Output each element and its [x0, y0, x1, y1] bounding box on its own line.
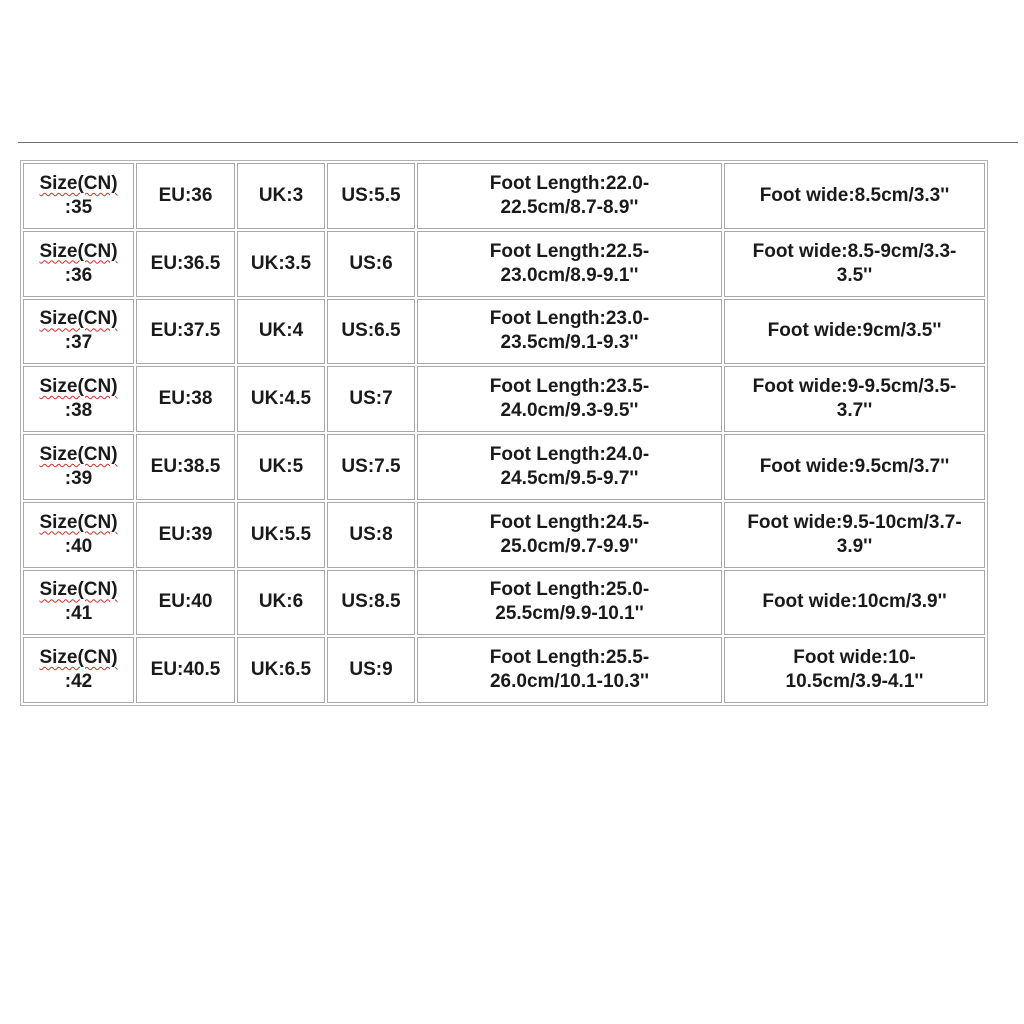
eu-size-cell: EU:40	[136, 570, 235, 636]
foot-wide-line: Foot wide:8.5cm/3.3''	[759, 184, 950, 206]
foot-wide-cell	[724, 299, 985, 365]
foot-wide-line: Foot wide:10cm/3.9''	[762, 591, 947, 613]
cn-size-label: Size(CN)	[39, 172, 118, 194]
uk-size-cell: UK:6	[237, 570, 325, 636]
foot-length-line: 22.5cm/8.7-8.9''	[500, 196, 639, 218]
foot-length-line: 26.0cm/10.1-10.3''	[489, 671, 650, 693]
cn-size-cell	[23, 231, 134, 297]
cn-size-cell	[23, 637, 134, 703]
us-size-cell: US:9	[327, 637, 415, 703]
foot-length-line: Foot Length:23.0-	[489, 308, 650, 330]
size-chart-body	[23, 163, 985, 703]
uk-size-cell: UK:4	[237, 299, 325, 365]
eu-size-cell: EU:38.5	[136, 434, 235, 500]
foot-wide-line: 3.7''	[836, 400, 873, 422]
eu-size-cell: EU:36.5	[136, 231, 235, 297]
us-size-cell: US:8	[327, 502, 415, 568]
eu-size-cell: EU:37.5	[136, 299, 235, 365]
foot-length-line: Foot Length:22.0-	[489, 172, 650, 194]
foot-wide-cell	[724, 366, 985, 432]
uk-size-cell: UK:3	[237, 163, 325, 229]
cn-size-value: :41	[64, 603, 93, 625]
foot-length-line: 23.0cm/8.9-9.1''	[500, 264, 639, 286]
foot-length-cell	[417, 163, 722, 229]
foot-wide-cell	[724, 434, 985, 500]
us-size-cell: US:6	[327, 231, 415, 297]
uk-size-cell: UK:6.5	[237, 637, 325, 703]
table-row	[23, 570, 985, 636]
us-size-cell: US:7.5	[327, 434, 415, 500]
cn-size-value: :37	[64, 332, 93, 354]
cn-size-cell	[23, 299, 134, 365]
foot-wide-cell	[724, 570, 985, 636]
foot-wide-line: Foot wide:9cm/3.5''	[767, 320, 942, 342]
foot-length-cell	[417, 637, 722, 703]
foot-length-cell	[417, 502, 722, 568]
table-row	[23, 434, 985, 500]
table-row	[23, 231, 985, 297]
foot-length-line: Foot Length:22.5-	[489, 240, 650, 262]
foot-wide-line: Foot wide:9.5-10cm/3.7-	[747, 511, 962, 533]
cn-size-label: Size(CN)	[39, 511, 118, 533]
foot-length-line: 25.0cm/9.7-9.9''	[500, 535, 639, 557]
cn-size-label: Size(CN)	[39, 647, 118, 669]
cn-size-label: Size(CN)	[39, 308, 118, 330]
foot-wide-cell	[724, 231, 985, 297]
foot-wide-cell	[724, 637, 985, 703]
eu-size-cell: EU:38	[136, 366, 235, 432]
foot-wide-line: Foot wide:10-	[793, 647, 916, 669]
uk-size-cell: UK:5	[237, 434, 325, 500]
foot-length-line: 25.5cm/9.9-10.1''	[495, 603, 644, 625]
foot-length-cell	[417, 570, 722, 636]
foot-length-line: 23.5cm/9.1-9.3''	[500, 332, 639, 354]
foot-wide-cell	[724, 502, 985, 568]
cn-size-value: :40	[64, 535, 93, 557]
cn-size-label: Size(CN)	[39, 579, 118, 601]
foot-wide-line: 3.9''	[836, 535, 873, 557]
foot-wide-line: Foot wide:8.5-9cm/3.3-	[752, 240, 957, 262]
foot-length-line: Foot Length:24.0-	[489, 443, 650, 465]
size-chart-frame	[20, 160, 988, 706]
us-size-cell: US:5.5	[327, 163, 415, 229]
table-row	[23, 366, 985, 432]
cn-size-cell	[23, 163, 134, 229]
foot-length-line: 24.5cm/9.5-9.7''	[500, 467, 639, 489]
foot-length-line: Foot Length:25.5-	[489, 647, 650, 669]
cn-size-cell	[23, 434, 134, 500]
foot-length-line: 24.0cm/9.3-9.5''	[500, 400, 639, 422]
uk-size-cell: UK:3.5	[237, 231, 325, 297]
table-row	[23, 299, 985, 365]
foot-length-cell	[417, 299, 722, 365]
foot-length-line: Foot Length:23.5-	[489, 376, 650, 398]
foot-wide-cell	[724, 163, 985, 229]
cn-size-cell	[23, 366, 134, 432]
table-row	[23, 163, 985, 229]
eu-size-cell: EU:40.5	[136, 637, 235, 703]
foot-wide-line: 3.5''	[836, 264, 873, 286]
cn-size-label: Size(CN)	[39, 240, 118, 262]
us-size-cell: US:7	[327, 366, 415, 432]
uk-size-cell: UK:5.5	[237, 502, 325, 568]
cn-size-cell	[23, 570, 134, 636]
cn-size-cell	[23, 502, 134, 568]
foot-wide-line: 10.5cm/3.9-4.1''	[785, 671, 924, 693]
size-chart-table	[21, 161, 987, 705]
cn-size-value: :39	[64, 467, 93, 489]
cn-size-value: :42	[64, 671, 93, 693]
foot-length-cell	[417, 366, 722, 432]
us-size-cell: US:8.5	[327, 570, 415, 636]
cn-size-value: :36	[64, 264, 93, 286]
table-row	[23, 637, 985, 703]
foot-length-cell	[417, 231, 722, 297]
cn-size-value: :38	[64, 400, 93, 422]
table-row	[23, 502, 985, 568]
foot-length-line: Foot Length:24.5-	[489, 511, 650, 533]
foot-length-line: Foot Length:25.0-	[489, 579, 650, 601]
foot-wide-line: Foot wide:9.5cm/3.7''	[759, 455, 950, 477]
eu-size-cell: EU:39	[136, 502, 235, 568]
horizontal-divider	[18, 142, 1018, 143]
cn-size-label: Size(CN)	[39, 376, 118, 398]
foot-wide-line: Foot wide:9-9.5cm/3.5-	[752, 376, 957, 398]
cn-size-value: :35	[64, 196, 93, 218]
uk-size-cell: UK:4.5	[237, 366, 325, 432]
us-size-cell: US:6.5	[327, 299, 415, 365]
eu-size-cell: EU:36	[136, 163, 235, 229]
cn-size-label: Size(CN)	[39, 443, 118, 465]
foot-length-cell	[417, 434, 722, 500]
